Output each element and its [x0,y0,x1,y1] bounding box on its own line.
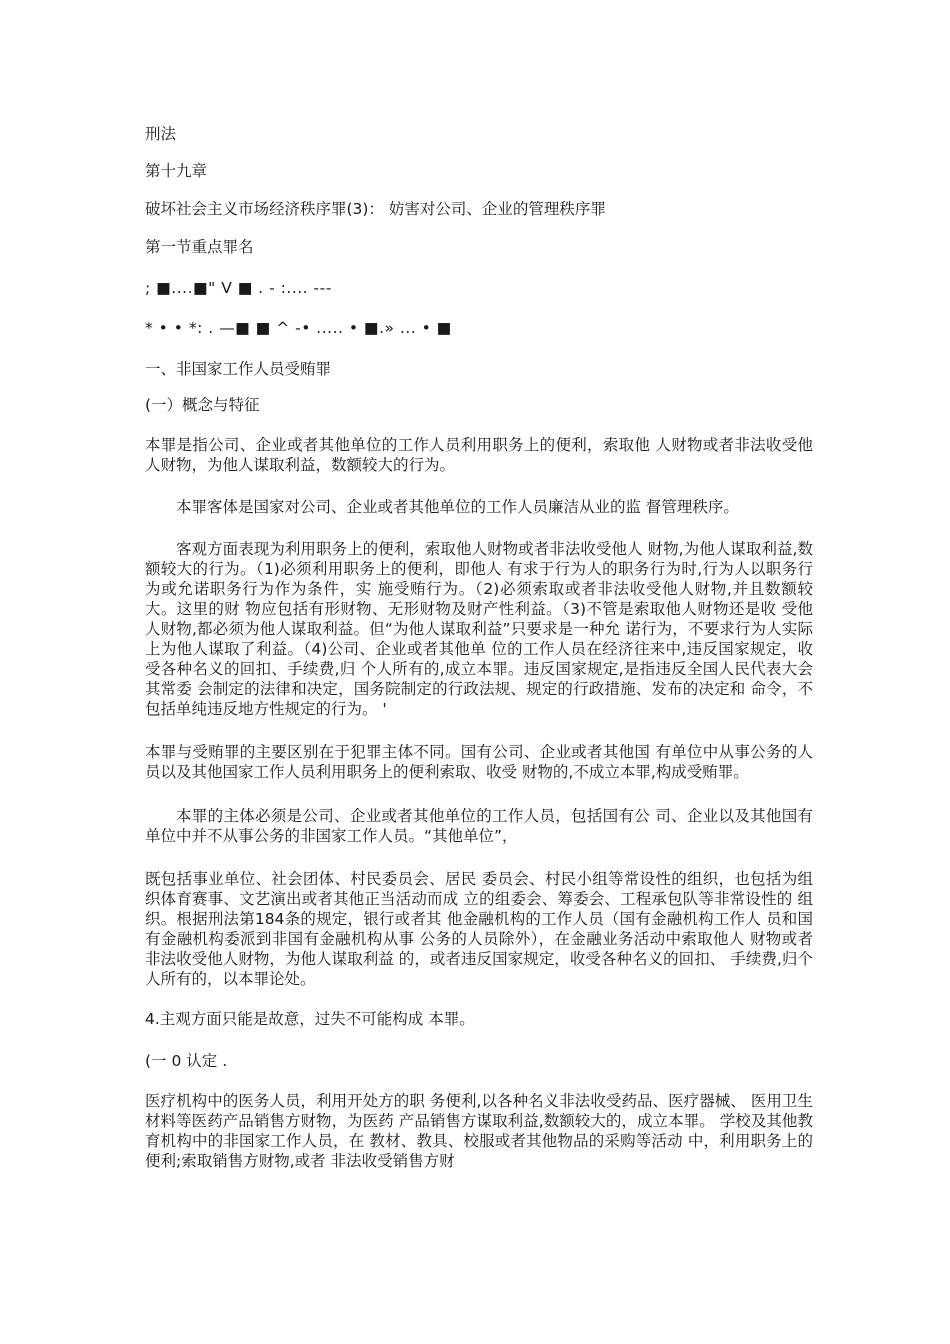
subheading-concept: (一）概念与特征 [145,396,260,414]
subheading-identification: (一 0 认定 . [145,1052,228,1070]
paragraph-object: 本罪客体是国家对公司、企业或者其他单位的工作人员廉洁从业的监 督管理秩序。 [176,498,739,516]
crime-heading: 一、非国家工作人员受贿罪 [145,360,332,378]
paragraph-other-units: 既包括事业单位、社会团体、村民委员会、居民 委员会、村民小组等常设性的组织，也包括为组 织体育赛事、文艺演出或者其他正当活动而成 立的组委会、筹委会、工程承包队等非常设性的 组织。根据刑法第184条的规定，银行或者其 他金融机构的工作人员（国有金融机构工作人 员和国有金融机构委派到非国有金融机构从事 公务的人员除外），在金融业务活动中索取他人 财物或者非法收受他人财物，为他人谋取利益 的，或者违反国家规定，收受各种名义的回扣、 手续费,归个人所有的，以本罪论处。 [145,870,813,988]
garbled-text-line: * • • *: . —■ ■ ^ -• ..... • ■.» ... • ■ [145,319,452,337]
paragraph-objective-aspect: 客观方面表现为利用职务上的便利，索取他人财物或者非法收受他人 财物,为他人谋取利益,数额较大的行为。（1)必须利用职务上的便利，即他人 有求于行为人的职务行为时,行为人以职务行为或允诺职务行为作为条件，实 施受贿行为。（2)必须索取或者非法收受他人财物,并且数额较大。这里的财 物应包括有形财物、无形财物及财产性利益。（3)不管是索取他人财物还是收 受他人财物,都必须为他人谋取利益。但“为他人谋取利益”只要求是一种允 诺行为，不要求行为人实际上为他人谋取了利益。（4)公司、企业或者其他单 位的工作人员在经济往来中,违反国家规定，收受各种名义的回扣、手续费,归 个人所有的,成立本罪。违反国家规定,是指违反全国人民代表大会其常委 会制定的法律和决定，国务院制定的行政法规、规定的行政措施、发布的决定和 命令，不包括单纯违反地方性规定的行为。 ' [145,540,813,718]
document-page [145,124,813,1189]
chapter-number: 第十九章 [145,162,208,180]
paragraph-difference: 本罪与受贿罪的主要区别在于犯罪主体不同。国有公司、企业或者其他国 有单位中从事公务的人员以及其他国家工作人员利用职务上的便利索取、收受 财物的,不成立本罪,构成受贿罪。 [145,743,813,781]
section-title: 第一节重点罪名 [145,238,254,256]
paragraph-subjective-aspect: 4.主观方面只能是故意，过失不可能构成 本罪。 [145,1010,475,1028]
chapter-title: 破坏社会主义市场经济秩序罪(3)： 妨害对公司、企业的管理秩序罪 [145,200,606,218]
garbled-text-line: ; ■....■" V ■ . - :.... --- [145,279,332,297]
paragraph-medical: 医疗机构中的医务人员，利用开处方的职 务便利,以各种名义非法收受药品、医疗器械、 医用卫生材料等医药产品销售方财物，为医药 产品销售方谋取利益,数额较大的，成立本罪。 学校及其他教育机构中的非国家工作人员，在 教材、教具、校服或者其他物品的采购等活动 中，利用职务上的便利;索取销售方财物,或者 非法收受销售方财 [145,1092,813,1170]
document-title: 刑法 [145,125,177,143]
paragraph-definition: 本罪是指公司、企业或者其他单位的工作人员利用职务上的便利，索取他 人财物或者非法收受他人财物，为他人谋取利益，数额较大的行为。 [145,436,813,474]
paragraph-subject: 本罪的主体必须是公司、企业或者其他单位的工作人员，包括国有公 司、企业以及其他国有单位中并不从事公务的非国家工作人员。“其他单位”， [145,807,813,845]
